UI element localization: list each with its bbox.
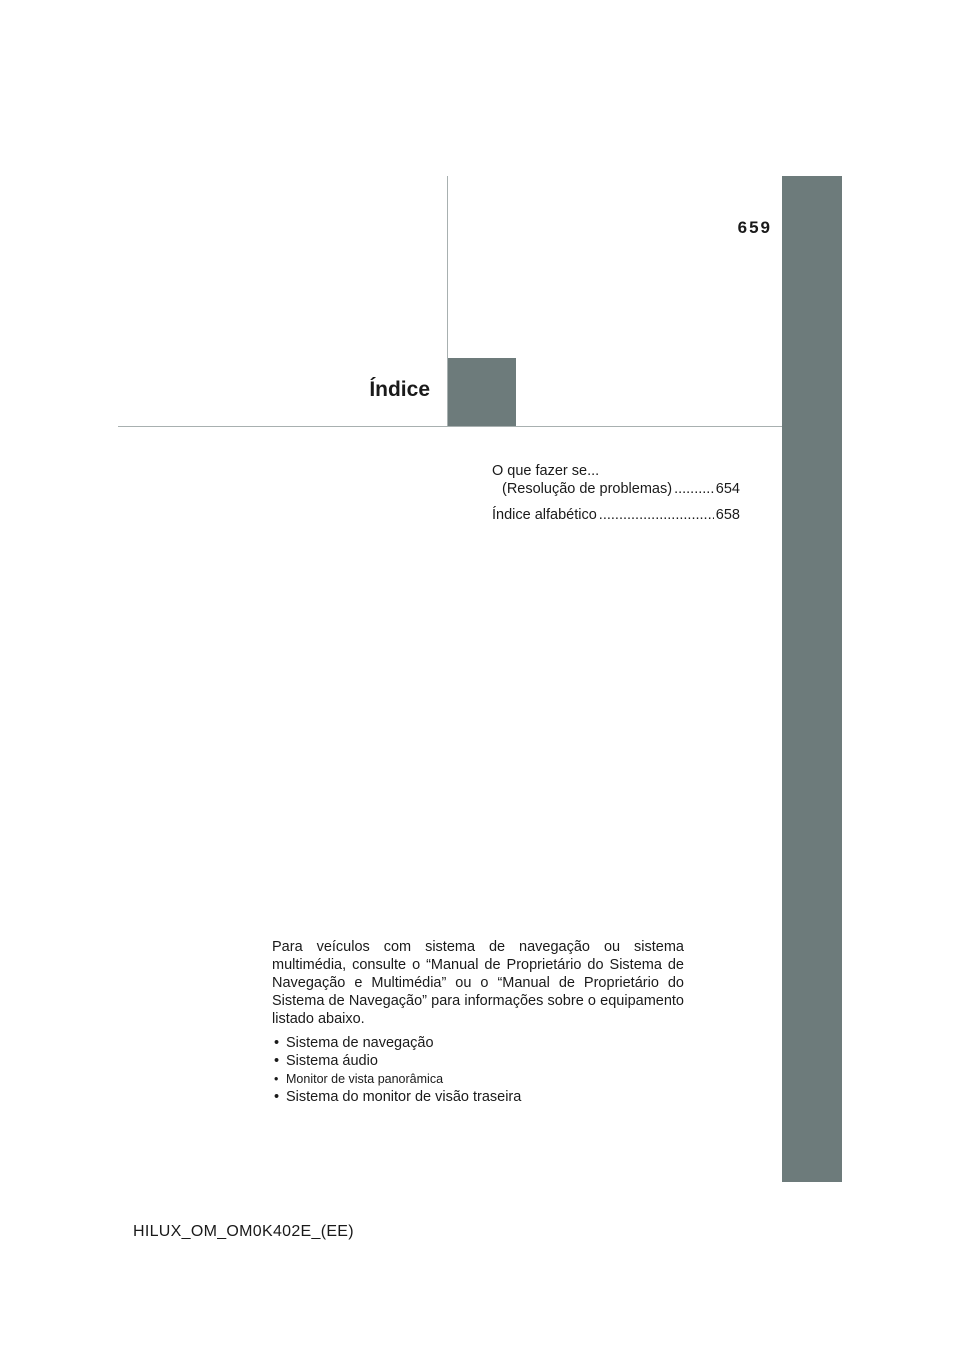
table-of-contents <box>492 462 740 532</box>
section-title: Índice <box>369 378 430 401</box>
equipment-list <box>272 1034 684 1106</box>
toc-entry-troubleshooting[interactable] <box>492 462 740 498</box>
toc-leader-dots <box>599 506 714 524</box>
navigation-system-note <box>272 938 684 1106</box>
horizontal-rule <box>118 426 782 427</box>
list-item: • Sistema do monitor de visão traseira <box>272 1088 684 1106</box>
toc-entry-title: O que fazer se... <box>492 463 600 479</box>
list-item: • Sistema de navegação <box>272 1034 684 1052</box>
toc-entry-alphabetical-index[interactable] <box>492 506 740 524</box>
section-marker-block <box>448 358 516 426</box>
document-code: HILUX_OM_OM0K402E_(EE) <box>133 1223 354 1240</box>
chapter-side-tab <box>782 176 842 1182</box>
toc-entry-page: 654 <box>715 481 740 497</box>
list-item: • Sistema áudio <box>272 1052 684 1070</box>
toc-entry-page: 658 <box>715 507 740 523</box>
toc-entry-subtitle: (Resolução de problemas) <box>502 481 673 497</box>
list-item: • Monitor de vista panorâmica <box>272 1070 684 1088</box>
toc-entry-title: Índice alfabético <box>492 507 597 523</box>
toc-leader-dots <box>674 480 714 498</box>
page-number: 659 <box>737 218 772 237</box>
note-paragraph: Para veículos com sistema de navegação ou sistema multimédia, consulte o “Manual de Proprietário do Sistema de Navegação e Multimédia” ou o “Manual de Proprietário do Sistema de Navegação” para informações sobre o equipamento listado abaixo. <box>272 939 684 1027</box>
